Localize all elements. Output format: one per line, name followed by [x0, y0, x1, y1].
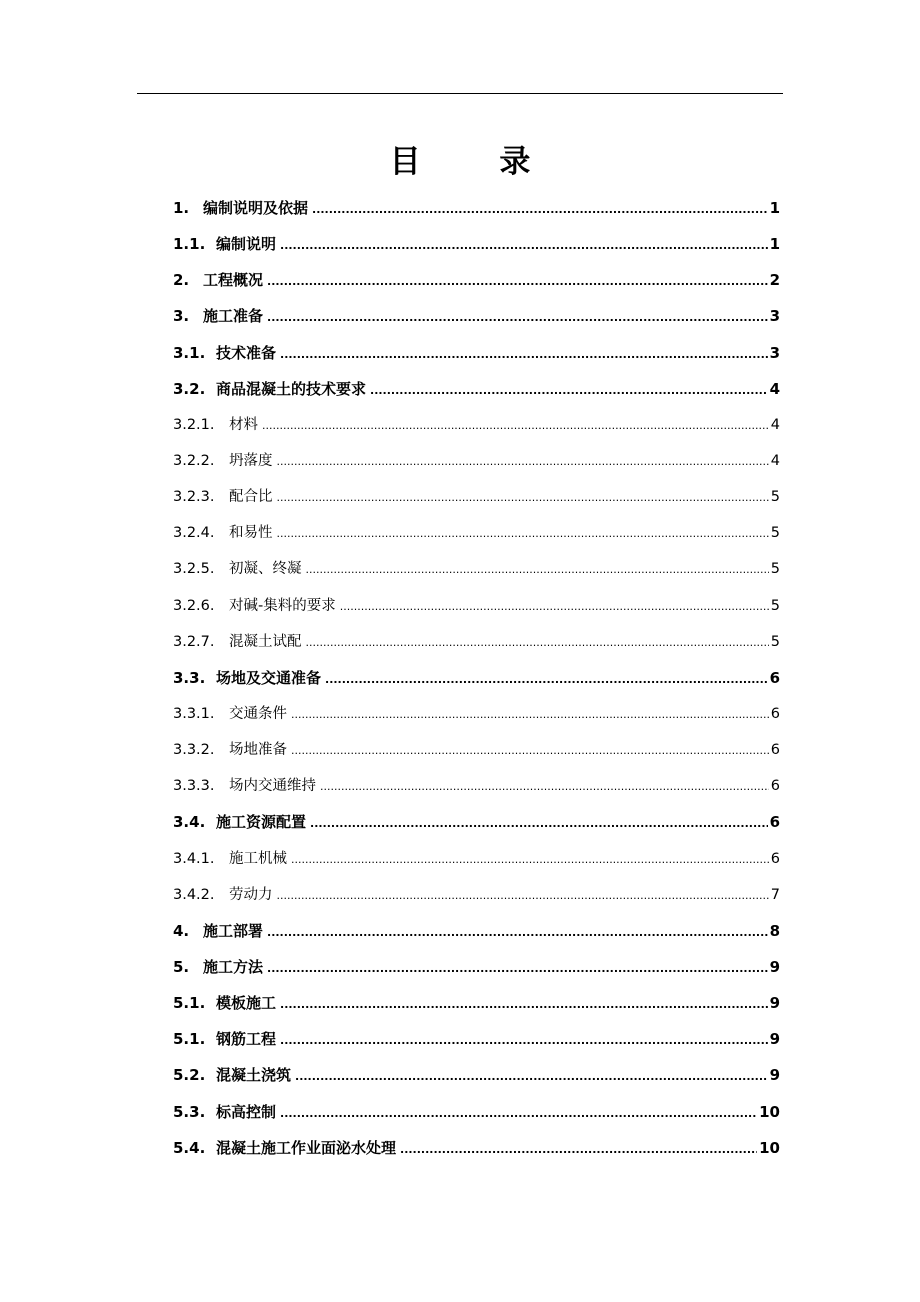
toc-entry[interactable]: [173, 588, 780, 624]
toc-entry[interactable]: [173, 443, 780, 479]
toc-dot-leader: [280, 987, 768, 1023]
toc-entry-number: 3.3.1.: [173, 705, 215, 722]
toc-entry-page: 10: [759, 1138, 780, 1157]
toc-entry[interactable]: [173, 768, 780, 804]
toc-entry[interactable]: [173, 515, 780, 551]
toc-dot-leader: [277, 516, 769, 552]
toc-entry-number: 1.1.: [173, 235, 206, 254]
toc-entry-title: 施工资源配置: [216, 813, 307, 832]
toc-entry-page: 6: [770, 742, 780, 759]
toc-entry-title: 交通条件: [229, 705, 287, 722]
toc-entry-title: 劳动力: [229, 886, 273, 903]
table-of-contents: [173, 190, 780, 1166]
toc-entry[interactable]: [173, 841, 780, 877]
toc-dot-leader: [262, 408, 769, 444]
toc-dot-leader: [280, 1096, 757, 1132]
toc-entry[interactable]: [173, 696, 780, 732]
toc-entry-number: 3.2.2.: [173, 452, 215, 469]
toc-entry-number: 3.2.3.: [173, 489, 215, 506]
toc-entry-number: 3.2.1.: [173, 416, 215, 433]
toc-entry-number: 3.2.6.: [173, 597, 215, 614]
toc-entry-page: 2: [769, 271, 780, 290]
toc-entry-title: 施工准备: [203, 307, 264, 326]
header-rule: [137, 93, 783, 94]
toc-dot-leader: [277, 480, 769, 516]
toc-dot-leader: [291, 842, 769, 878]
toc-entry-page: 10: [759, 1102, 780, 1121]
toc-entry-page: 4: [769, 379, 780, 398]
toc-entry[interactable]: [173, 262, 780, 298]
toc-entry-number: 5.4.: [173, 1138, 206, 1157]
toc-entry-title: 初凝、终凝: [229, 561, 302, 578]
toc-entry[interactable]: [173, 1130, 780, 1166]
toc-entry-page: 5: [770, 561, 780, 578]
toc-entry-page: 8: [769, 921, 780, 940]
toc-entry-number: 4.: [173, 921, 190, 940]
toc-entry-page: 6: [770, 705, 780, 722]
toc-dot-leader: [291, 697, 769, 733]
toc-dot-leader: [267, 264, 768, 300]
toc-entry-title: 施工部署: [203, 921, 264, 940]
toc-dot-leader: [310, 806, 768, 842]
toc-entry-page: 5: [770, 633, 780, 650]
toc-dot-leader: [370, 373, 768, 409]
toc-dot-leader: [280, 228, 768, 264]
toc-entry[interactable]: [173, 660, 780, 696]
toc-entry[interactable]: [173, 1094, 780, 1130]
toc-entry-page: 5: [770, 597, 780, 614]
toc-entry-page: 1: [769, 199, 780, 217]
toc-entry-title: 钢筋工程: [216, 1030, 277, 1049]
toc-dot-leader: [400, 1132, 757, 1168]
toc-entry-page: 4: [770, 416, 780, 433]
toc-dot-leader: [277, 444, 769, 480]
toc-dot-leader: [280, 337, 768, 373]
toc-entry-title: 施工机械: [229, 850, 287, 867]
toc-entry-title: 施工方法: [203, 957, 264, 976]
toc-entry-title: 工程概况: [203, 271, 264, 290]
toc-entry-title: 混凝土施工作业面泌水处理: [216, 1138, 397, 1157]
toc-entry-page: 5: [770, 489, 780, 506]
toc-entry[interactable]: [173, 732, 780, 768]
toc-entry-number: 2.: [173, 271, 190, 290]
toc-entry-title: 模板施工: [216, 994, 277, 1013]
toc-entry-number: 3.3.3.: [173, 778, 215, 795]
toc-entry-title: 技术准备: [216, 343, 277, 362]
toc-entry-number: 3.2.: [173, 379, 206, 398]
toc-entry-number: 3.4.: [173, 813, 206, 832]
toc-dot-leader: [277, 878, 769, 914]
toc-entry-number: 3.2.7.: [173, 633, 215, 650]
toc-entry-number: 3.2.4.: [173, 525, 215, 542]
toc-entry-title: 编制说明: [216, 235, 277, 254]
toc-entry-page: 9: [769, 957, 780, 976]
toc-entry-page: 6: [769, 813, 780, 832]
toc-entry[interactable]: [173, 190, 780, 226]
toc-entry-number: 3.4.1.: [173, 850, 215, 867]
toc-entry-number: 5.: [173, 957, 190, 976]
toc-entry-number: 5.2.: [173, 1066, 206, 1085]
toc-entry-title: 配合比: [229, 489, 273, 506]
toc-entry-number: 1.: [173, 199, 190, 217]
toc-entry-number: 5.1.: [173, 994, 206, 1013]
toc-entry-title: 混凝土试配: [229, 633, 302, 650]
toc-entry-number: 3.3.2.: [173, 742, 215, 759]
toc-entry-title: 材料: [229, 416, 258, 433]
toc-title: 目 录: [389, 144, 565, 180]
toc-dot-leader: [340, 589, 769, 625]
toc-entry-page: 1: [769, 235, 780, 254]
toc-entry[interactable]: [173, 804, 780, 840]
toc-entry-page: 5: [770, 525, 780, 542]
toc-entry-number: 3.4.2.: [173, 886, 215, 903]
toc-entry[interactable]: [173, 371, 780, 407]
toc-entry[interactable]: [173, 479, 780, 515]
toc-entry-number: 3.: [173, 307, 190, 326]
toc-entry-title: 坍落度: [229, 452, 273, 469]
toc-entry[interactable]: [173, 949, 780, 985]
toc-entry-page: 3: [769, 307, 780, 326]
toc-dot-leader: [267, 951, 768, 987]
toc-entry-title: 场地准备: [229, 742, 287, 759]
toc-entry-title: 混凝土浇筑: [216, 1066, 292, 1085]
toc-entry-number: 5.1.: [173, 1030, 206, 1049]
toc-dot-leader: [280, 1023, 768, 1059]
toc-entry-title: 和易性: [229, 525, 273, 542]
toc-entry-title: 编制说明及依据: [203, 199, 309, 217]
toc-entry-page: 4: [770, 452, 780, 469]
toc-entry-number: 3.3.: [173, 668, 206, 687]
toc-entry-page: 6: [770, 850, 780, 867]
toc-dot-leader: [306, 552, 769, 588]
toc-entry-page: 9: [769, 994, 780, 1013]
toc-entry[interactable]: [173, 624, 780, 660]
toc-entry-title: 标高控制: [216, 1102, 277, 1121]
toc-entry-page: 3: [769, 343, 780, 362]
toc-entry-title: 场地及交通准备: [216, 668, 322, 687]
toc-dot-leader: [320, 769, 769, 805]
toc-dot-leader: [267, 915, 768, 951]
toc-entry[interactable]: [173, 298, 780, 334]
toc-entry[interactable]: [173, 913, 780, 949]
toc-entry-title: 场内交通维持: [229, 778, 316, 795]
toc-entry-number: 5.3.: [173, 1102, 206, 1121]
toc-entry-number: 3.2.5.: [173, 561, 215, 578]
toc-dot-leader: [291, 733, 769, 769]
toc-entry-title: 商品混凝土的技术要求: [216, 379, 367, 398]
toc-dot-leader: [312, 192, 768, 228]
toc-entry-page: 9: [769, 1066, 780, 1085]
toc-dot-leader: [267, 300, 768, 336]
toc-dot-leader: [306, 625, 769, 661]
toc-entry-page: 9: [769, 1030, 780, 1049]
toc-entry-page: 6: [770, 778, 780, 795]
toc-dot-leader: [325, 662, 768, 698]
toc-entry[interactable]: [173, 985, 780, 1021]
toc-dot-leader: [295, 1059, 768, 1095]
toc-entry[interactable]: [173, 551, 780, 587]
toc-entry[interactable]: [173, 1021, 780, 1057]
toc-entry[interactable]: [173, 877, 780, 913]
toc-entry-number: 3.1.: [173, 343, 206, 362]
toc-entry-page: 6: [769, 668, 780, 687]
toc-entry[interactable]: [173, 226, 780, 262]
toc-entry-title: 对碱-集料的要求: [229, 597, 336, 614]
toc-entry[interactable]: [173, 407, 780, 443]
toc-entry-page: 7: [770, 886, 780, 903]
toc-entry[interactable]: [173, 335, 780, 371]
toc-entry[interactable]: [173, 1057, 780, 1093]
